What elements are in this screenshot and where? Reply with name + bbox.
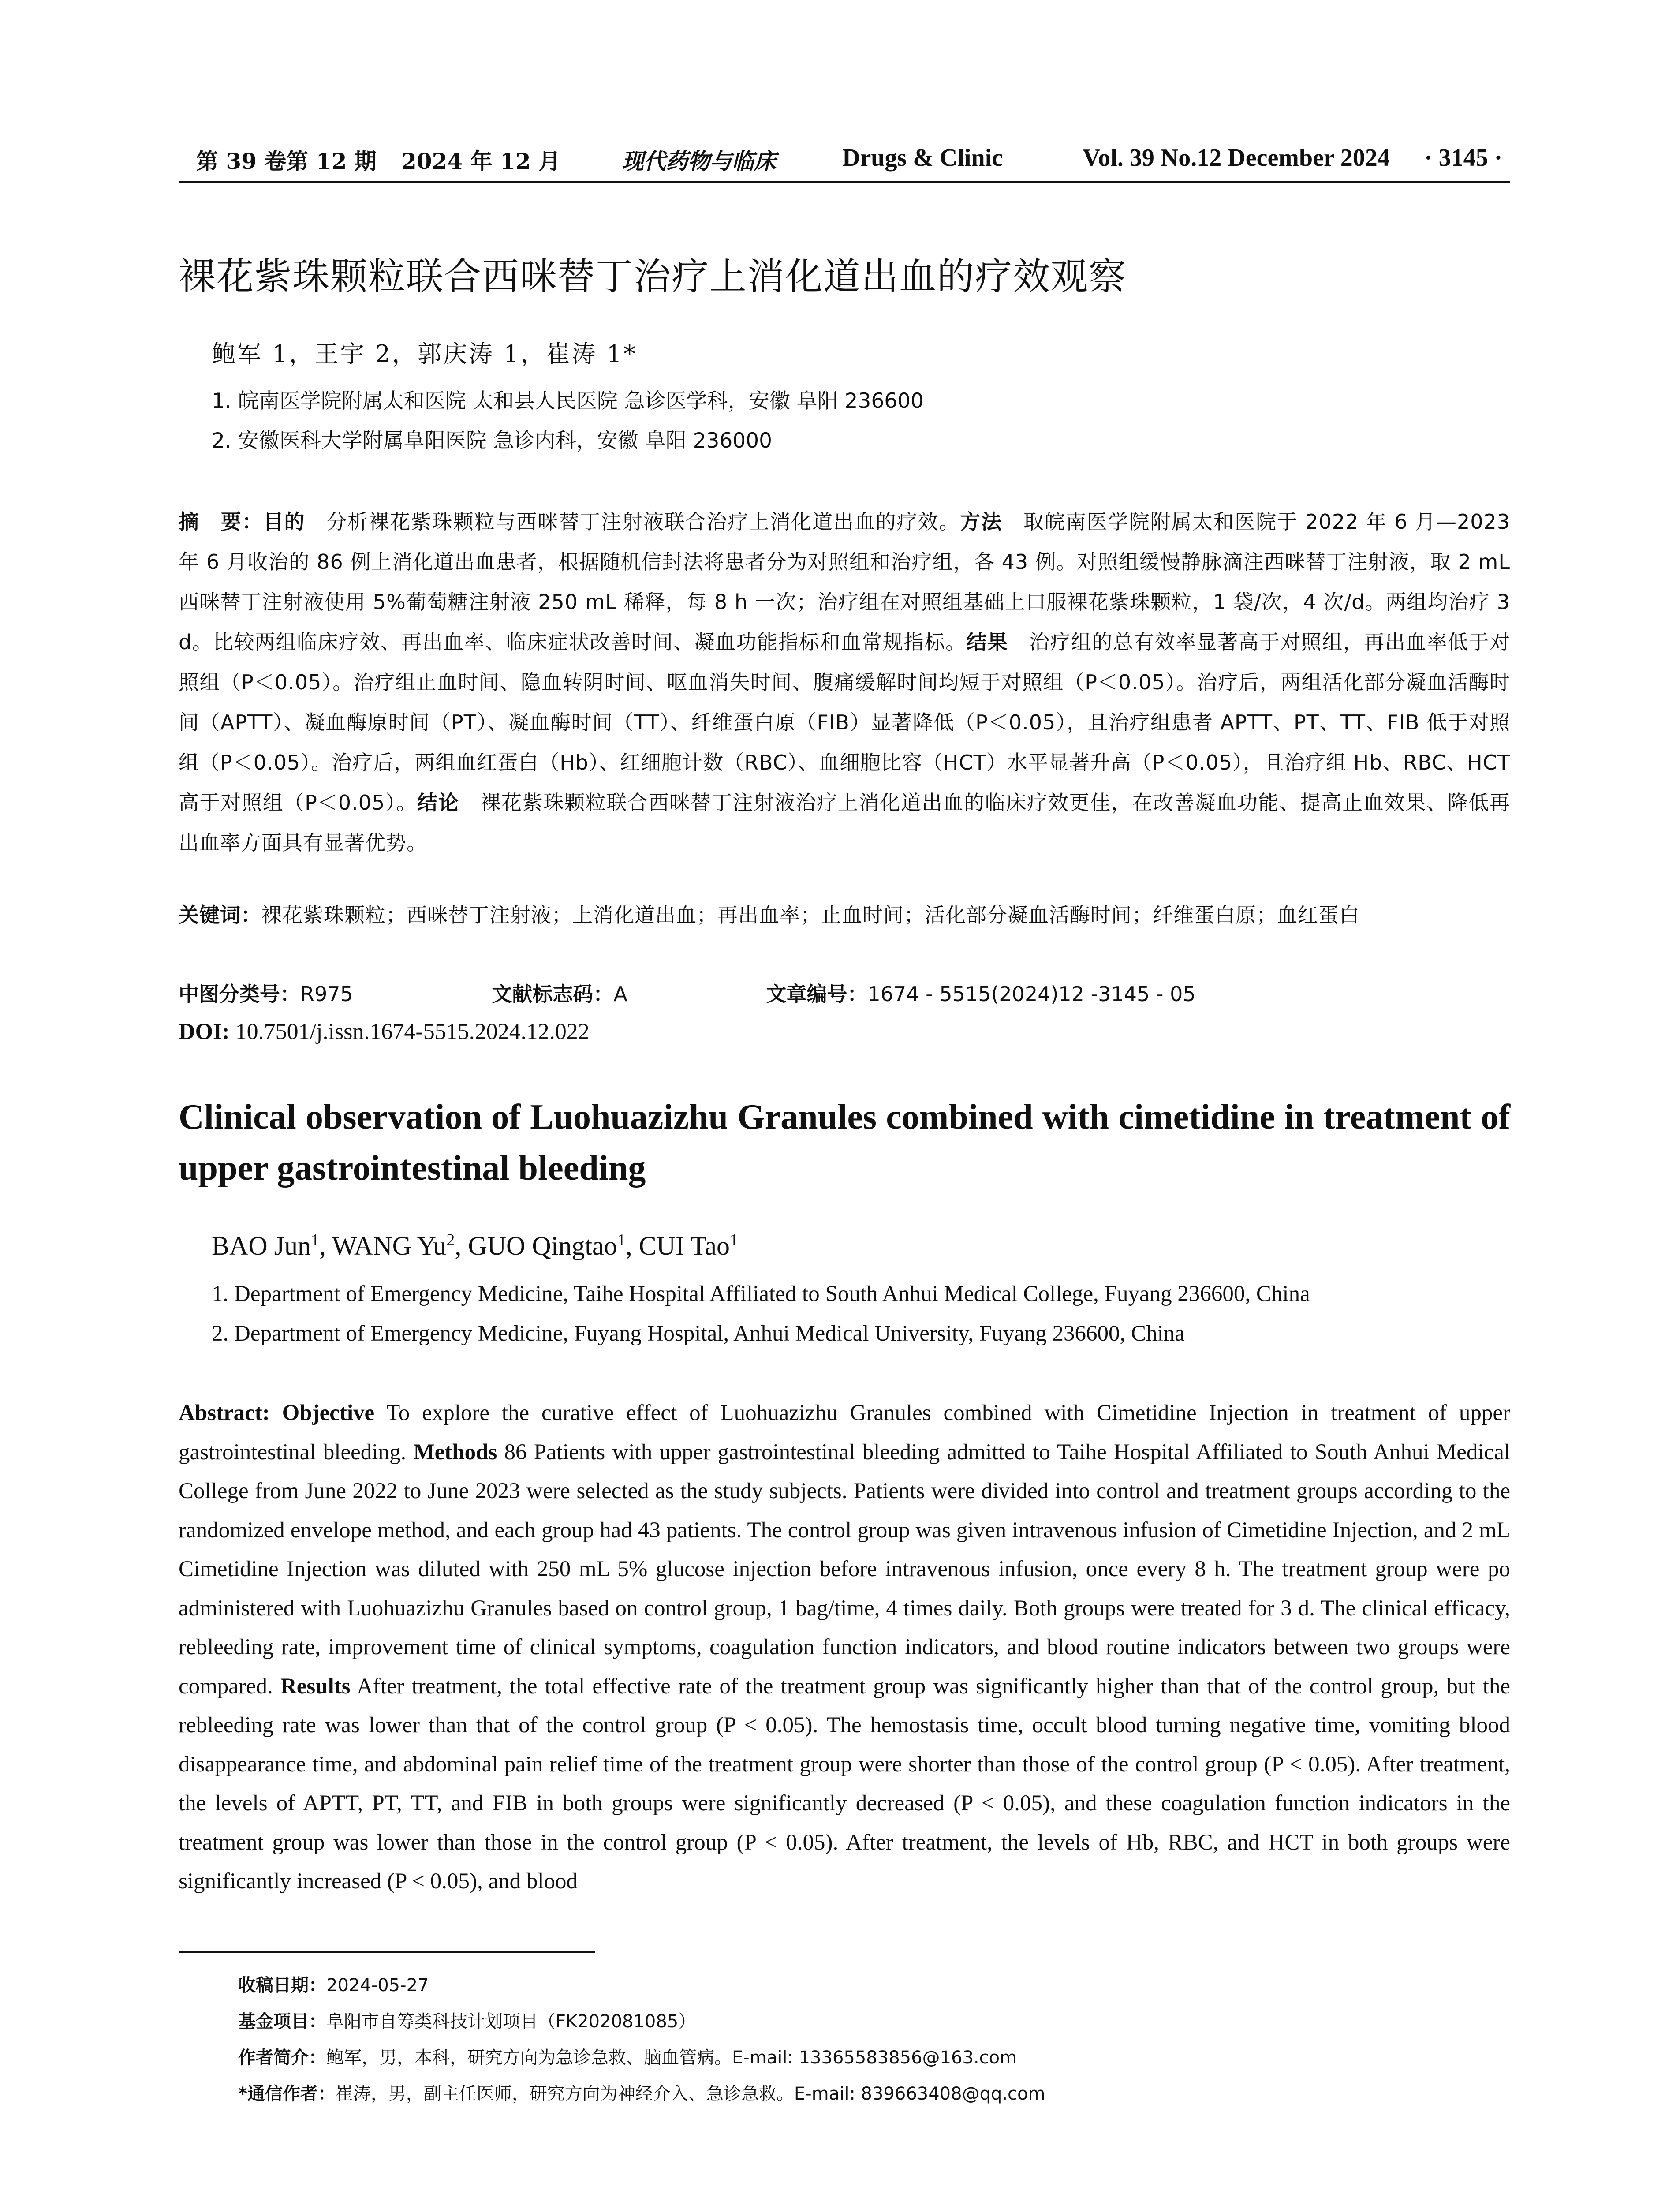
en-author: BAO Jun$^1$: [212, 1231, 320, 1260]
header-volume-cn: 第 39 卷第 12 期: [196, 148, 377, 174]
en-results-label: Results: [280, 1674, 351, 1699]
footnote-corresponding-author: *通信作者：崔涛，男，副主任医师，研究方向为神经介入、急诊急救。E-mail: 839663408@qq.com: [238, 2084, 1045, 2104]
en-title: Clinical observation of Luohuazizhu Granules combined with cimetidine in treatment of upper gastrointestinal bleeding: [179, 1098, 1510, 1188]
clc-field: [179, 982, 419, 1006]
cn-methods-label: 方法: [960, 510, 1003, 534]
clc-label: 中图分类号：: [179, 982, 300, 1006]
doc-code-label: 文献标志码：: [492, 982, 614, 1006]
article-id-field: [766, 982, 1262, 1006]
en-methods-label: Methods: [413, 1439, 497, 1465]
article-id-value: 1674 - 5515(2024)12 -3145 - 05: [867, 982, 1196, 1006]
doi-label: DOI:: [179, 1019, 230, 1044]
cn-classification-line: [179, 978, 1328, 1007]
clc-value: R975: [300, 982, 353, 1006]
header-page-number: · 3145 ·: [1424, 144, 1503, 172]
article-id-label: 文章编号：: [766, 982, 868, 1006]
en-authors: BAO Jun$^1$, WANG Yu$^2$, GUO Qingtao$^1$, CUI Tao$^1$: [212, 1231, 739, 1260]
doi-link[interactable]: 10.7501/j.issn.1674-5515.2024.12.022: [229, 1019, 590, 1044]
en-objective-text: To explore the curative effect of Luohuazizhu Granules combined with Cimetidine Injection in treatment of upper gastrointestinal bleeding.: [179, 1401, 1510, 1465]
cn-title: 裸花紫珠颗粒联合西咪替丁治疗上消化道出血的疗效观察: [179, 255, 1127, 298]
cn-affiliation-2: 2. 安徽医科大学附属阜阳医院 急诊内科，安徽 阜阳 236000: [212, 429, 773, 453]
doc-code-field: [492, 982, 693, 1006]
en-abstract-label: Abstract: Objective: [179, 1401, 375, 1425]
en-results-text: After treatment, the total effective rate of the treatment group was significantly higher than that of the control group, but the rebleeding rate was lower than that of the control group (P < 0.05). The hemostasis time, occult blood turning negative time, vomiting blood disappearance time, and abdominal pain relief time of the treatment group were shorter than those of the control group (P < 0.05). After treatment, the levels of APTT, PT, TT, and FIB in both groups were significantly decreased (P < 0.05), and these coagulation function indicators in the treatment group was lower than those in the control group (P < 0.05). After treatment, the levels of Hb, RBC, and HCT in both groups were significantly increased (P < 0.05), and blood: [179, 1674, 1511, 1894]
footnote-received-date: 收稿日期：2024-05-27: [238, 1975, 429, 1996]
en-affiliation-2: 2. Department of Emergency Medicine, Fuyang Hospital, Anhui Medical University, Fuyang 236600, China: [212, 1321, 1185, 1346]
cn-abstract: [179, 502, 1510, 863]
en-affiliation-1: 1. Department of Emergency Medicine, Taihe Hospital Affiliated to South Anhui Medical College, Fuyang 236600, China: [212, 1282, 1310, 1306]
en-author: GUO Qingtao$^1$: [468, 1231, 626, 1260]
en-author: WANG Yu$^2$: [332, 1231, 455, 1260]
cn-objective-text: 分析裸花紫珠颗粒与西咪替丁注射液联合治疗上消化道出血的疗效。: [305, 510, 960, 534]
en-abstract: [179, 1394, 1510, 1901]
cn-abstract-label: 摘 要：: [179, 510, 263, 534]
cn-objective-label: 目的: [263, 510, 306, 534]
header-volume-en: Vol. 39 No.12 December 2024: [1083, 144, 1390, 172]
cn-authors: 鲍军 1，王宇 2，郭庆涛 1，崔涛 1*: [212, 340, 638, 368]
footnote-divider: [179, 1951, 595, 1953]
doi-line: [179, 1019, 590, 1045]
cn-conclusion-label: 结论: [417, 791, 459, 815]
cn-keywords-text: 裸花紫珠颗粒；西咪替丁注射液；上消化道出血；再出血率；止血时间；活化部分凝血活酶时间；纤维蛋白原；血红蛋白: [261, 903, 1360, 927]
header-journal-cn: 现代药物与临床: [622, 148, 776, 174]
header-journal-en: Drugs & Clinic: [842, 144, 1003, 172]
cn-keywords: [179, 895, 1510, 935]
en-methods-text: 86 Patients with upper gastrointestinal bleeding admitted to Taihe Hospital Affiliated to South Anhui Medical College from June 2022 to June 2023 were selected as the study subjects. Patients were divided into control and treatment groups according to the randomized envelope method, and each group had 43 patients. The control group was given intravenous infusion of Cimetidine Injection, and 2 mL Cimetidine Injection was diluted with 250 mL 5% glucose injection before intravenous infusion, once every 8 h. The treatment group were po administered with Luohuazizhu Granules based on control group, 1 bag/time, 4 times daily. Both groups were treated for 3 d. The clinical efficacy, rebleeding rate, improvement time of clinical symptoms, coagulation function indicators, and blood routine indicators between two groups were compared.: [179, 1439, 1510, 1699]
cn-results-text: 治疗组的总有效率显著高于对照组，再出血率低于对照组（P＜0.05）。治疗组止血时间、隐血转阴时间、呕血消失时间、腹痛缓解时间均短于对照组（P＜0.05）。治疗后，两组活化部分凝血活酶时间（APTT）、凝血酶原时间（PT）、凝血酶时间（TT）、纤维蛋白原（FIB）显著降低（P＜0.05），且治疗组患者 APTT、PT、TT、FIB 低于对照组（P＜0.05）。治疗后，两组血红蛋白（Hb）、红细胞计数（RBC）、血细胞比容（HCT）水平显著升高（P＜0.05），且治疗组 Hb、RBC、HCT 高于对照组（P＜0.05）。: [179, 630, 1511, 815]
en-author: CUI Tao$^1$: [638, 1231, 739, 1260]
footnote-author-bio: 作者简介：鲍军，男，本科，研究方向为急诊急救、脑血管病。E-mail: 13365583856@163.com: [238, 2048, 1017, 2068]
doc-code-value: A: [613, 982, 627, 1006]
footnote-funding: 基金项目：阜阳市自筹类科技计划项目（FK202081085）: [238, 2011, 696, 2032]
cn-methods-text: 取皖南医学院附属太和医院于 2022 年 6 月—2023 年 6 月收治的 86 例上消化道出血患者，根据随机信封法将患者分为对照组和治疗组，各 43 例。对照组缓慢静脉滴注西咪替丁注射液，取 2 mL 西咪替丁注射液使用 5%葡萄糖注射液 250 mL 稀释，每 8 h 一次；治疗组在对照组基础上口服裸花紫珠颗粒，1 袋/次，4 次/d。两组均治疗 3 d。比较两组临床疗效、再出血率、临床症状改善时间、凝血功能指标和血常规指标。: [179, 510, 1511, 654]
cn-affiliation-1: 1. 皖南医学院附属太和医院 太和县人民医院 急诊医学科，安徽 阜阳 236600: [212, 389, 924, 413]
running-header: [179, 140, 1510, 183]
cn-conclusion-text: 裸花紫珠颗粒联合西咪替丁注射液治疗上消化道出血的临床疗效更佳，在改善凝血功能、提高止血效果、降低再出血率方面具有显著优势。: [179, 791, 1511, 855]
cn-keywords-label: 关键词：: [179, 903, 261, 927]
header-date-cn: 2024 年 12 月: [401, 148, 560, 174]
cn-results-label: 结果: [966, 630, 1008, 654]
